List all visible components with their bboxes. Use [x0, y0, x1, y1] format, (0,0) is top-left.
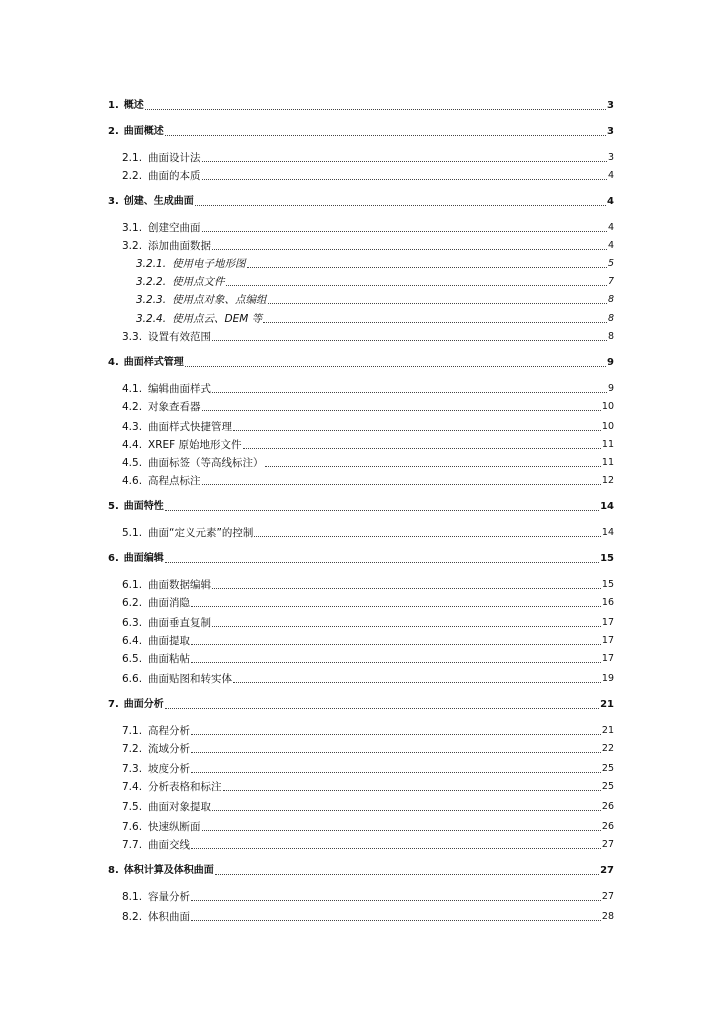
- toc-entry-number: 3.3.: [122, 331, 143, 343]
- toc-dot-leader: [191, 751, 601, 753]
- toc-entry-label: [122, 595, 190, 611]
- toc-page-number: 17: [601, 635, 614, 646]
- toc-dot-leader: [233, 681, 601, 683]
- toc-entry-level2[interactable]: [122, 218, 614, 236]
- toc-page-number: 26: [601, 821, 614, 832]
- toc-entry-level2[interactable]: [122, 907, 614, 925]
- toc-entry-title: 曲面对象提取: [148, 801, 212, 813]
- toc-entry-title: 添加曲面数据: [148, 240, 212, 252]
- toc-dot-leader: [191, 661, 601, 663]
- toc-entry-label: [122, 799, 211, 815]
- toc-dot-leader: [191, 733, 601, 735]
- toc-dot-leader: [233, 429, 601, 431]
- toc-entry-number: 4.3.: [122, 421, 143, 433]
- toc-entry-label: [122, 238, 211, 254]
- toc-dot-leader: [212, 248, 607, 250]
- toc-entry-title: 曲面设计法: [148, 152, 201, 164]
- toc-page-number: 17: [601, 653, 614, 664]
- toc-entry-label: [122, 723, 190, 739]
- toc-entry-label: [136, 274, 225, 290]
- toc-entry-label: [122, 761, 190, 777]
- toc-entry-number: 7.: [108, 699, 119, 710]
- toc-entry-label: [122, 779, 222, 795]
- toc-page-number: 4: [607, 196, 614, 207]
- toc-entry-number: 7.3.: [122, 763, 143, 775]
- toc-entry-number: 6.5.: [122, 653, 143, 665]
- toc-entry-label: [136, 256, 246, 272]
- toc-entry-label: [122, 837, 190, 853]
- toc-entry-title: 曲面分析: [123, 699, 164, 710]
- toc-entry-title: XREF 原始地形文件: [148, 439, 242, 451]
- toc-dot-leader: [215, 873, 599, 875]
- toc-dot-leader: [202, 483, 601, 485]
- toc-entry-number: 3.: [108, 196, 119, 207]
- toc-entry-title: 分析表格和标注: [148, 781, 222, 793]
- toc-entry-label: [136, 292, 267, 308]
- toc-entry-label: [122, 633, 190, 649]
- toc-entry-label: [122, 671, 232, 687]
- toc-entry-label: [108, 355, 184, 371]
- toc-dot-leader: [263, 321, 607, 323]
- toc-entry-title: 概述: [123, 100, 144, 111]
- toc-entry-label: [122, 525, 253, 541]
- toc-entry-title: 设置有效范围: [148, 331, 212, 343]
- toc-entry-label: [122, 615, 211, 631]
- toc-entry-level2[interactable]: [122, 148, 614, 166]
- toc-entry-title: 曲面交线: [148, 839, 191, 851]
- toc-page-number: 4: [607, 240, 614, 251]
- toc-entry-label: [122, 220, 201, 236]
- toc-entry-label: [122, 168, 201, 184]
- toc-entry-level2[interactable]: [122, 797, 614, 815]
- toc-entry-title: 坡度分析: [148, 763, 191, 775]
- toc-page-number: 3: [607, 126, 614, 137]
- toc-entry-label: [122, 473, 201, 489]
- toc-entry-number: 6.2.: [122, 597, 143, 609]
- toc-page-number: 16: [601, 597, 614, 608]
- toc-page-number: 11: [601, 439, 614, 450]
- toc-entry-number: 3.2.2.: [136, 276, 167, 288]
- toc-page-number: 3: [607, 100, 614, 111]
- toc-entry-label: [122, 889, 190, 905]
- toc-entry-number: 7.2.: [122, 743, 143, 755]
- toc-entry-number: 3.2.: [122, 240, 143, 252]
- toc-entry-number: 5.: [108, 501, 119, 512]
- toc-entry-label: [108, 499, 164, 515]
- toc-entry-number: 1.: [108, 100, 119, 111]
- toc-entry-number: 2.1.: [122, 152, 143, 164]
- toc-entry-number: 6.1.: [122, 579, 143, 591]
- toc-dot-leader: [202, 178, 607, 180]
- toc-page-number: 8: [607, 294, 614, 305]
- toc-dot-leader: [165, 707, 599, 709]
- toc-dot-leader: [191, 643, 601, 645]
- toc-entry-level1[interactable]: [108, 497, 614, 515]
- toc-entry-level2[interactable]: [122, 835, 614, 853]
- toc-dot-leader: [185, 365, 606, 367]
- toc-entry-level2[interactable]: [122, 417, 614, 435]
- toc-entry-label: [122, 399, 201, 415]
- toc-entry-title: 曲面粘帖: [148, 653, 191, 665]
- toc-entry-level2[interactable]: [122, 523, 614, 541]
- toc-dot-leader: [165, 561, 599, 563]
- toc-entry-level3[interactable]: [136, 309, 614, 327]
- toc-entry-number: 3.1.: [122, 222, 143, 234]
- toc-dot-leader: [226, 284, 607, 286]
- toc-dot-leader: [223, 789, 601, 791]
- toc-entry-level2[interactable]: [122, 397, 614, 415]
- toc-entry-number: 7.6.: [122, 821, 143, 833]
- toc-entry-title: 曲面“定义元素”的控制: [148, 527, 254, 539]
- toc-entry-number: 4.1.: [122, 383, 143, 395]
- toc-entry-level2[interactable]: [122, 327, 614, 345]
- toc-entry-number: 6.: [108, 553, 119, 564]
- toc-entry-title: 曲面消隐: [148, 597, 191, 609]
- toc-dot-leader: [254, 535, 600, 537]
- toc-entry-number: 7.5.: [122, 801, 143, 813]
- toc-dot-leader: [212, 809, 601, 811]
- toc-dot-leader: [191, 919, 601, 921]
- toc-dot-leader: [165, 509, 599, 511]
- toc-entry-title: 使用点文件: [172, 276, 225, 288]
- toc-entry-level1[interactable]: [108, 549, 614, 567]
- toc-dot-leader: [191, 771, 601, 773]
- toc-entry-title: 曲面样式管理: [123, 357, 184, 368]
- toc-page-number: 10: [601, 421, 614, 432]
- toc-page-number: 4: [607, 170, 614, 181]
- toc-page-number: 8: [607, 331, 614, 342]
- toc-dot-leader: [191, 899, 601, 901]
- toc-entry-level2[interactable]: [122, 471, 614, 489]
- toc-entry-number: 7.7.: [122, 839, 143, 851]
- toc-entry-level3[interactable]: [136, 290, 614, 308]
- toc-entry-number: 8.: [108, 865, 119, 876]
- toc-dot-leader: [165, 134, 606, 136]
- toc-entry-title: 曲面的本质: [148, 170, 201, 182]
- toc-entry-number: 4.6.: [122, 475, 143, 487]
- toc-entry-title: 对象查看器: [148, 401, 201, 413]
- toc-dot-leader: [212, 587, 601, 589]
- toc-dot-leader: [247, 266, 607, 268]
- toc-entry-title: 曲面概述: [123, 126, 164, 137]
- toc-dot-leader: [212, 339, 607, 341]
- toc-dot-leader: [212, 625, 601, 627]
- toc-entry-number: 5.1.: [122, 527, 143, 539]
- toc-entry-title: 流域分析: [148, 743, 191, 755]
- toc-entry-level2[interactable]: [122, 777, 614, 795]
- toc-entry-level2[interactable]: [122, 575, 614, 593]
- toc-page-number: 22: [601, 743, 614, 754]
- toc-entry-level3[interactable]: [136, 254, 614, 272]
- toc-dot-leader: [202, 160, 607, 162]
- toc-entry-title: 创建、生成曲面: [123, 196, 194, 207]
- toc-entry-title: 使用点对象、点编组: [172, 294, 267, 306]
- toc-entry-label: [108, 98, 144, 114]
- toc-entry-title: 快速纵断面: [148, 821, 201, 833]
- toc-entry-label: [122, 577, 211, 593]
- toc-entry-level3[interactable]: [136, 272, 614, 290]
- toc-dot-leader: [195, 204, 606, 206]
- toc-entry-label: [122, 150, 201, 166]
- toc-entry-title: 曲面贴图和转实体: [148, 673, 233, 685]
- toc-entry-label: [108, 551, 164, 567]
- toc-dot-leader: [191, 605, 601, 607]
- toc-page-number: 27: [601, 891, 614, 902]
- toc-page-number: 9: [607, 383, 614, 394]
- toc-entry-level1[interactable]: [108, 353, 614, 371]
- toc-page-number: 19: [601, 673, 614, 684]
- toc-page-number: 21: [601, 725, 614, 736]
- toc-page-number: 11: [601, 457, 614, 468]
- toc-entry-number: 2.2.: [122, 170, 143, 182]
- toc-page-number: 3: [607, 152, 614, 163]
- toc-entry-title: 高程点标注: [148, 475, 201, 487]
- toc-entry-label: [108, 863, 214, 879]
- toc-page-number: 15: [600, 553, 614, 564]
- toc-entry-title: 曲面垂直复制: [148, 617, 212, 629]
- toc-entry-level2[interactable]: [122, 887, 614, 905]
- toc-entry-level2[interactable]: [122, 593, 614, 611]
- toc-entry-number: 4.: [108, 357, 119, 368]
- toc-entry-label: [122, 819, 201, 835]
- toc-entry-label: [108, 194, 194, 210]
- toc-entry-title: 容量分析: [148, 891, 191, 903]
- toc-entry-title: 使用电子地形图: [172, 258, 246, 270]
- toc-dot-leader: [145, 108, 606, 110]
- toc-entry-label: [122, 329, 211, 345]
- toc-entry-number: 4.4.: [122, 439, 143, 451]
- toc-entry-title: 创建空曲面: [148, 222, 201, 234]
- toc-entry-number: 3.2.1.: [136, 258, 167, 270]
- toc-entry-label: [122, 909, 190, 925]
- toc-dot-leader: [243, 447, 601, 449]
- toc-page-number: 27: [600, 865, 614, 876]
- toc-entry-level1[interactable]: [108, 122, 614, 140]
- toc-page-number: 28: [601, 911, 614, 922]
- toc-entry-label: [136, 311, 262, 327]
- toc-page-number: 14: [601, 527, 614, 538]
- toc-entry-title: 曲面特性: [123, 501, 164, 512]
- toc-entry-title: 曲面提取: [148, 635, 191, 647]
- toc-entry-level2[interactable]: [122, 379, 614, 397]
- toc-entry-label: [122, 741, 190, 757]
- toc-page-number: 5: [607, 258, 614, 269]
- toc-entry-level2[interactable]: [122, 435, 614, 453]
- toc-page-number: 12: [601, 475, 614, 486]
- toc-entry-title: 使用点云、DEM 等: [172, 313, 263, 325]
- toc-entry-number: 7.1.: [122, 725, 143, 737]
- toc-entry-number: 7.4.: [122, 781, 143, 793]
- toc-page-number: 17: [601, 617, 614, 628]
- toc-entry-level2[interactable]: [122, 166, 614, 184]
- toc-entry-title: 体积计算及体积曲面: [123, 865, 214, 876]
- toc-page-number: 25: [601, 781, 614, 792]
- toc-dot-leader: [212, 391, 607, 393]
- toc-entry-number: 8.1.: [122, 891, 143, 903]
- toc-entry-number: 6.4.: [122, 635, 143, 647]
- toc-entry-level2[interactable]: [122, 613, 614, 631]
- toc-entry-number: 6.3.: [122, 617, 143, 629]
- toc-dot-leader: [191, 847, 601, 849]
- toc-dot-leader: [268, 302, 607, 304]
- toc-entry-level1[interactable]: [108, 861, 614, 879]
- toc-entry-level2[interactable]: [122, 739, 614, 757]
- toc-entry-level2[interactable]: [122, 759, 614, 777]
- toc-entry-label: [122, 651, 190, 667]
- toc-entry-level2[interactable]: [122, 649, 614, 667]
- toc-entry-level2[interactable]: [122, 453, 614, 471]
- toc-page-number: 8: [607, 313, 614, 324]
- toc-page-number: 9: [607, 357, 614, 368]
- toc-entry-level2[interactable]: [122, 817, 614, 835]
- toc-entry-label: [122, 381, 211, 397]
- toc-entry-level2[interactable]: [122, 669, 614, 687]
- toc-entry-number: 2.: [108, 126, 119, 137]
- toc-entry-label: [122, 455, 264, 471]
- toc-entry-level1[interactable]: [108, 96, 614, 114]
- toc-entry-title: 曲面标签（等高线标注）: [148, 457, 264, 469]
- toc-entry-number: 4.2.: [122, 401, 143, 413]
- toc-entry-level1[interactable]: [108, 192, 614, 210]
- toc-dot-leader: [202, 409, 601, 411]
- toc-entry-title: 曲面样式快捷管理: [148, 421, 233, 433]
- toc-page-number: 21: [600, 699, 614, 710]
- toc-entry-number: 3.2.4.: [136, 313, 167, 325]
- toc-page-number: 10: [601, 401, 614, 412]
- toc-entry-title: 曲面编辑: [123, 553, 164, 564]
- toc-entry-title: 体积曲面: [148, 911, 191, 923]
- toc-entry-title: 曲面数据编辑: [148, 579, 212, 591]
- toc-entry-number: 6.6.: [122, 673, 143, 685]
- toc-entry-label: [122, 419, 232, 435]
- toc-page-number: 25: [601, 763, 614, 774]
- toc-entry-title: 编辑曲面样式: [148, 383, 212, 395]
- toc-dot-leader: [202, 230, 607, 232]
- toc-entry-label: [108, 697, 164, 713]
- toc-page-number: 4: [607, 222, 614, 233]
- toc-entry-number: 8.2.: [122, 911, 143, 923]
- toc-page-number: 27: [601, 839, 614, 850]
- toc-entry-level2[interactable]: [122, 236, 614, 254]
- toc-entry-level2[interactable]: [122, 631, 614, 649]
- toc-page-number: 14: [600, 501, 614, 512]
- toc-dot-leader: [202, 829, 601, 831]
- toc-entry-number: 4.5.: [122, 457, 143, 469]
- toc-entry-label: [108, 124, 164, 140]
- toc-page-number: 7: [607, 276, 614, 287]
- toc-entry-label: [122, 437, 242, 453]
- toc-entry-level1[interactable]: [108, 695, 614, 713]
- toc-entry-level2[interactable]: [122, 721, 614, 739]
- toc-entry-title: 高程分析: [148, 725, 191, 737]
- toc-entry-number: 3.2.3.: [136, 294, 167, 306]
- toc-dot-leader: [265, 465, 601, 467]
- toc-page-number: 26: [601, 801, 614, 812]
- toc-page-number: 15: [601, 579, 614, 590]
